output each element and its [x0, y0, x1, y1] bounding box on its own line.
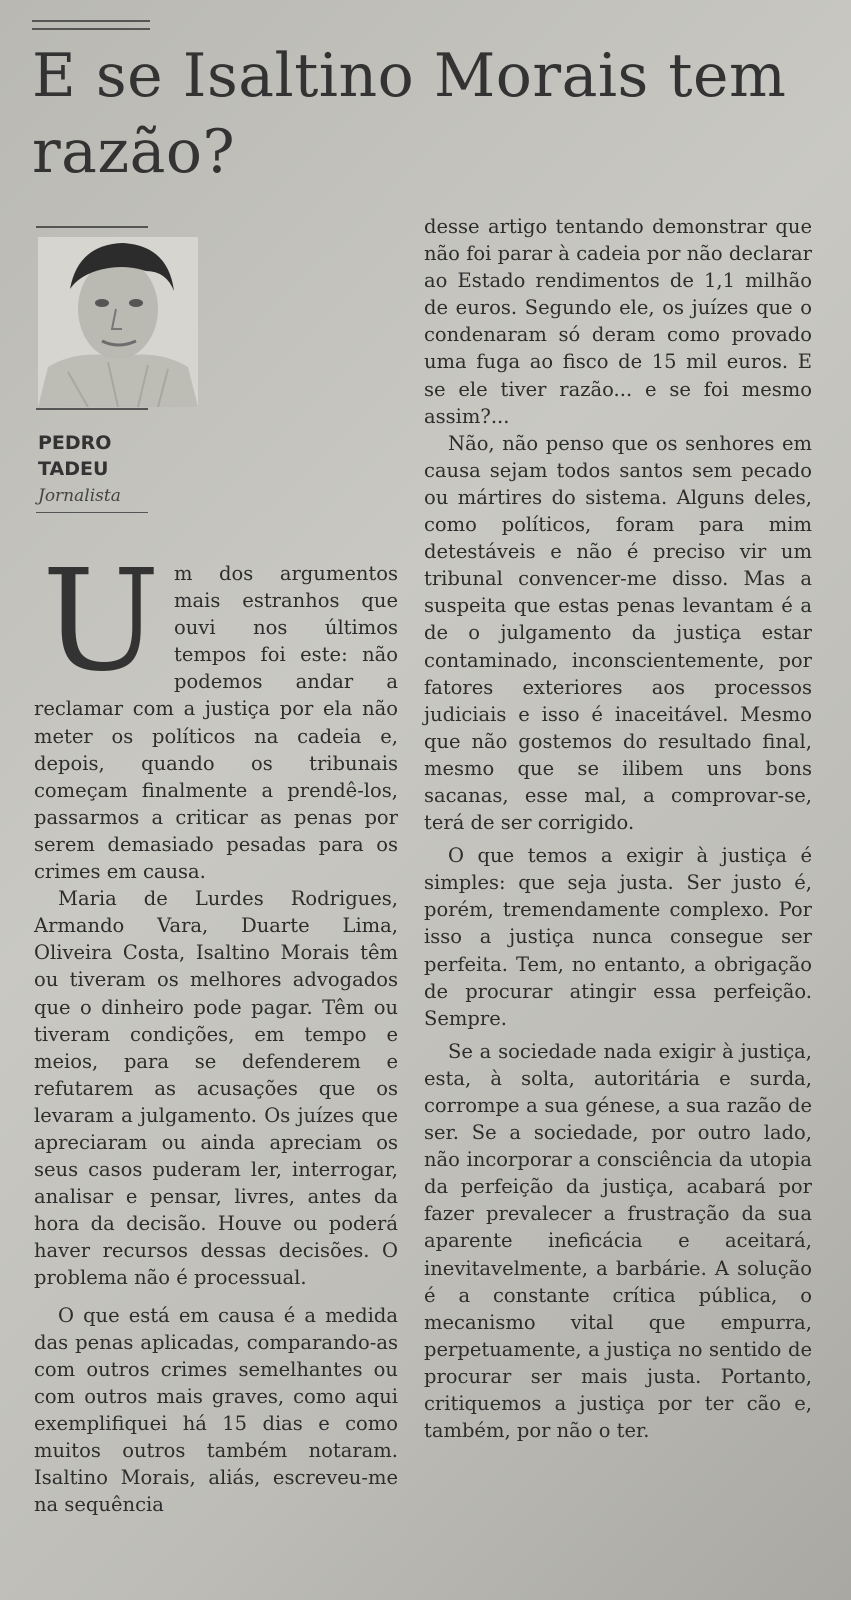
headline-top-rule: [32, 20, 150, 30]
author-portrait: [38, 237, 198, 407]
article-paragraph: O que está em causa é a medida das penas aplicadas, comparando-as com outros crimes semelhantes ou com outros mais graves, como aqui exemplifiquei há 15 dias e como muitos outros também notaram. Isaltino Morais, aliás, escreveu-me na sequência: [34, 1303, 398, 1517]
author-portrait-image: [38, 237, 198, 407]
article-paragraph: desse artigo tentando demonstrar que não foi parar à cadeia por não declarar ao Estado rendimentos de 1,1 milhão de euros. Segundo ele, os juízes que o condenaram só deram como provado uma fuga ao fisco de 15 mil euros. E se ele tiver razão... e se foi mesmo assim?...: [424, 215, 812, 428]
article-paragraph: O que temos a exigir à justiça é simples: que seja justa. Ser justo é, porém, tremendamente complexo. Por isso a justiça nunca consegue ser perfeita. Tem, no entanto, a obrigação de procurar atingir essa perfeição. Sempre.: [424, 844, 812, 1030]
drop-cap: U: [42, 540, 160, 703]
article-paragraph: Não, não penso que os senhores em causa sejam todos santos sem pecado ou mártires do sistema. Alguns deles, como políticos, foram para mim detestáveis e não é preciso vir um tribunal convencer-me disso. Mas a suspeita que estas penas levantam é a de o julgamento da justiça estar contaminado, inconscientemente, por fatores exteriores aos processos judiciais e isso é inaceitável. Mesmo que não gostemos do resultado final, mesmo que se ilibem uns bons sacanas, esse mal, a comprovar-se, terá de ser corrigido.: [424, 431, 812, 835]
headline: E se Isaltino Morais tem razão?: [32, 41, 787, 187]
portrait-top-rule: [36, 226, 148, 228]
article-paragraph-text: m dos argumentos mais estranhos que ouvi nos últimos tempos foi este: não podemos andar a reclamar com a justiça por ela não meter os políticos na cadeia e, depois, quando os tribunais começam finalmente a prendê-los, passarmos a criticar as penas por serem demasiado pesadas para os crimes em causa.: [34, 562, 398, 884]
author-bottom-rule: [36, 512, 148, 513]
article-column-2: [424, 213, 812, 1444]
article-column-1: [34, 540, 398, 1518]
author-block: [38, 430, 150, 508]
author-name: PEDRO TADEU: [38, 432, 112, 480]
portrait-bottom-rule: [36, 408, 148, 410]
author-role: Jornalista: [38, 486, 121, 506]
article-paragraph: [34, 540, 398, 885]
article-paragraph: Se a sociedade nada exigir à justiça, esta, à solta, autoritária e surda, corrompe a sua génese, a sua razão de ser. Se a sociedade, por outro lado, não incorporar a consciência da utopia da perfeição da justiça, acabará por fazer prevalecer a frustração da sua aparente ineficácia e aceitará, inevitavelmente, a barbárie. A solução é a constante crítica pública, o mecanismo vital que empurra, perpetuamente, a justiça no sentido de procurar ser mais justa. Portanto, critiquemos a justiça por ter cão e, também, por não o ter.: [424, 1039, 812, 1443]
article-paragraph: Maria de Lurdes Rodrigues, Armando Vara, Duarte Lima, Oliveira Costa, Isaltino Morais têm ou tiveram os melhores advogados que o dinheiro pode pagar. Têm ou tiveram condições, em tempo e meios, para se defenderem e refutarem as acusações que os levaram a julgamento. Os juízes que apreciaram ou ainda apreciam os seus casos puderam ler, interrogar, analisar e pensar, livres, antes da hora da decisão. Houve ou poderá haver recursos dessas decisões. O problema não é processual.: [34, 887, 398, 1290]
